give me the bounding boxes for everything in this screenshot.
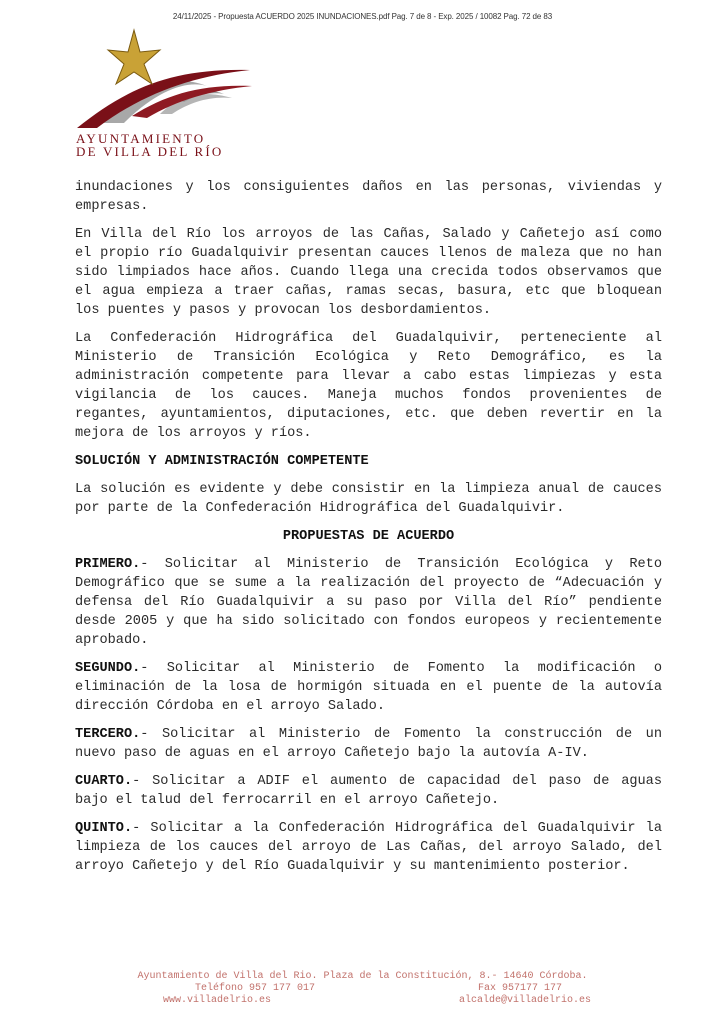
proposal-item bbox=[75, 819, 662, 876]
footer-website-link[interactable]: www.villadelrio.es bbox=[163, 995, 272, 1006]
proposal-text: - Solicitar al Ministerio de Fomento la modificación o eliminación de la losa de hormigón situada en el puente de la autovía dirección Córdoba en el arroyo Salado. bbox=[75, 661, 662, 714]
logo-title-line2: DE VILLA DEL RÍO bbox=[76, 144, 224, 159]
proposal-text: - Solicitar a la Confederación Hidrográfica del Guadalquivir la limpieza de los cauces del arroyo de Las Cañas, del arroyo Salado, del arroyo Cañetejo y del Río Guadalquivir y su mantenimiento posterior. bbox=[75, 821, 662, 874]
municipal-logo bbox=[72, 28, 257, 163]
footer-web-row bbox=[0, 995, 725, 1007]
proposal-text: - Solicitar al Ministerio de Transición Ecológica y Reto Demográfico que se sume a la realización del proyecto de “Adecuación y defensa del Río Guadalquivir a su paso por Villa del Río” pendiente desde 2005 y que ha sido solicitado con fondos europeos y recientemente aprobado. bbox=[75, 557, 662, 648]
page-footer bbox=[0, 971, 725, 1007]
heading-solution: SOLUCIÓN Y ADMINISTRACIÓN COMPETENTE bbox=[75, 454, 369, 469]
paragraph-streams-condition: En Villa del Río los arroyos de las Cañas, Salado y Cañetejo así como el propio río Guadalquivir presentan cauces llenos de maleza que no han sido limpiados hace años. Cuando llega una crecida todos observamos que el agua empieza a traer cañas, ramas secas, basura, etc que bloquean los puentes y pasos y provocan los desbordamientos. bbox=[75, 227, 662, 318]
proposal-item bbox=[75, 555, 662, 650]
proposal-label: SEGUNDO. bbox=[75, 661, 141, 676]
paragraph-floods-continuation: inundaciones y los consiguientes daños en las personas, viviendas y empresas. bbox=[75, 180, 662, 214]
footer-address: Ayuntamiento de Villa del Rio. Plaza de la Constitución, 8.- 14640 Córdoba. bbox=[137, 971, 588, 982]
logo-emblem-icon bbox=[72, 28, 257, 133]
document-header-stamp: 24/11/2025 - Propuesta ACUERDO 2025 INUNDACIONES.pdf Pag. 7 de 8 - Exp. 2025 / 10082 Pag. 72 de 83 bbox=[172, 12, 553, 21]
proposal-label: QUINTO. bbox=[75, 821, 133, 836]
proposal-item bbox=[75, 659, 662, 716]
proposal-item bbox=[75, 725, 662, 763]
document-body bbox=[75, 178, 662, 885]
paragraph-confederation: La Confederación Hidrográfica del Guadalquivir, perteneciente al Ministerio de Transición Ecológica y Reto Demográfico, es la administración competente para llevar a cabo estas limpiezas y esta vigilancia de los cauces. Maneja muchos fondos provenientes de regantes, ayuntamientos, diputaciones, etc. que deben revertir en la mejora de los arroyos y ríos. bbox=[75, 331, 662, 441]
logo-title-line1: AYUNTAMIENTO bbox=[76, 131, 206, 146]
footer-email-link[interactable]: alcalde@villadelrio.es bbox=[459, 995, 592, 1006]
proposal-label: PRIMERO. bbox=[75, 557, 141, 572]
paragraph-solution: La solución es evidente y debe consistir en la limpieza anual de cauces por parte de la Confederación Hidrográfica del Guadalquivir. bbox=[75, 482, 662, 516]
heading-proposals: PROPUESTAS DE ACUERDO bbox=[282, 529, 455, 544]
proposal-label: CUARTO. bbox=[75, 774, 133, 789]
proposal-label: TERCERO. bbox=[75, 727, 141, 742]
footer-contact-row bbox=[0, 983, 725, 995]
proposal-text: - Solicitar a ADIF el aumento de capacidad del paso de aguas bajo el talud del ferrocarril en el arroyo Cañetejo. bbox=[75, 774, 662, 808]
proposal-item bbox=[75, 772, 662, 810]
footer-phone: Teléfono 957 177 017 bbox=[195, 983, 316, 994]
footer-fax: Fax 957177 177 bbox=[478, 983, 563, 994]
proposal-text: - Solicitar al Ministerio de Fomento la construcción de un nuevo paso de aguas en el arroyo Cañetejo bajo la autovía A-IV. bbox=[75, 727, 662, 761]
